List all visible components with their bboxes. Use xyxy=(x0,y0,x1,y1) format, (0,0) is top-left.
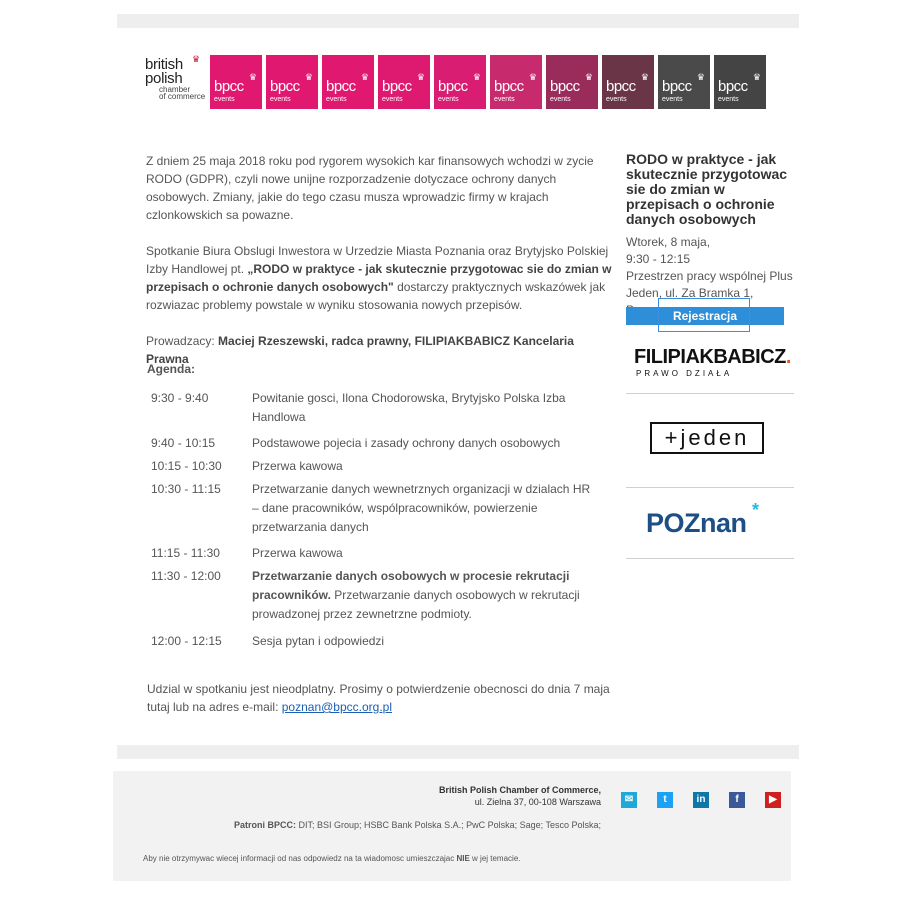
register-button[interactable]: Rejestracja xyxy=(626,307,784,325)
crown-icon: ♛ xyxy=(528,72,537,82)
sponsor-divider xyxy=(626,393,794,394)
bpcc-events-tile xyxy=(546,55,598,109)
tile-sublabel: events xyxy=(550,96,571,103)
event-time: 9:30 - 12:15 xyxy=(626,252,691,266)
tile-sublabel: events xyxy=(326,96,347,103)
agenda-time: 12:00 - 12:15 xyxy=(151,634,222,648)
tile-sublabel: events xyxy=(270,96,291,103)
tile-label: bpcc xyxy=(550,78,580,95)
social-links xyxy=(621,792,781,808)
star-icon: * xyxy=(752,500,759,520)
patrons-label: Patroni BPCC: xyxy=(234,820,299,830)
agenda-title: Agenda: xyxy=(147,362,195,376)
bottom-bar xyxy=(117,745,799,759)
bpcc-events-tile xyxy=(378,55,430,109)
meeting-paragraph xyxy=(146,242,612,314)
filipiakbabicz-tagline: PRAWO DZIAŁA xyxy=(636,369,733,378)
tile-sublabel: events xyxy=(494,96,515,103)
bpcc-events-banner xyxy=(210,55,766,109)
crown-icon: ♛ xyxy=(472,72,481,82)
filipiak-text: FILIPIAKBABICZ xyxy=(634,346,786,368)
bpcc-events-tile xyxy=(322,55,374,109)
bpcc-logo[interactable] xyxy=(145,54,207,110)
agenda-description xyxy=(252,544,597,563)
agenda-description xyxy=(252,480,597,537)
tile-sublabel: events xyxy=(718,96,739,103)
plus-jeden-logo[interactable]: +jeden xyxy=(650,422,764,454)
unsub-keyword: NIE xyxy=(456,854,470,863)
facebook-icon[interactable]: f xyxy=(729,792,745,808)
tile-label: bpcc xyxy=(438,78,468,95)
host-label: Prowadzacy: xyxy=(146,334,219,348)
meeting-text-end: dostarczy praktycznych wskazówek jak rozwiazac problemy powstale w wyniku stosowania nowych przepisów. xyxy=(146,280,606,312)
patrons-list: DIT; BSI Group; HSBC Bank Polska S.A.; PwC Polska; Sage; Tesco Polska; xyxy=(298,820,601,830)
bpcc-events-tile xyxy=(490,55,542,109)
unsub-text-end: w jej temacie. xyxy=(469,854,521,863)
agenda-item-text: Przetwarzanie danych wewnetrznych organizacji w dzialach HR – dane pracowników, wspólpracowników, powierzenie przetwarzania danych xyxy=(252,482,591,534)
crown-icon: ♛ xyxy=(416,72,425,82)
tile-sublabel: events xyxy=(438,96,459,103)
logo-text-commerce: of commerce xyxy=(159,92,206,101)
agenda-description xyxy=(252,389,597,427)
tile-label: bpcc xyxy=(270,78,300,95)
agenda-time: 11:30 - 12:00 xyxy=(151,569,221,583)
event-date: Wtorek, 8 maja, xyxy=(626,235,711,249)
meeting-text: Spotkanie Biura Obslugi Inwestora w Urzedzie Miasta Poznania oraz Brytyjsko Polskiej Izby Handlowej pt. xyxy=(146,244,609,276)
bpcc-events-tile xyxy=(602,55,654,109)
footer-organization xyxy=(439,784,601,808)
agenda-time: 10:30 - 11:15 xyxy=(151,482,221,496)
host-name: Maciej Rzeszewski, radca prawny, FILIPIAKBABICZ Kancelaria Prawna xyxy=(146,334,574,366)
unsub-text: Aby nie otrzymywac wiecej informacji od nas odpowiedz na ta wiadomosc umieszczajac xyxy=(143,854,457,863)
agenda-time: 9:40 - 10:15 xyxy=(151,436,216,450)
logo-text-polish: polish xyxy=(145,70,183,87)
tile-label: bpcc xyxy=(494,78,524,95)
youtube-icon[interactable]: ▶ xyxy=(765,792,781,808)
agenda-description xyxy=(252,632,597,651)
crown-icon: ♛ xyxy=(304,72,313,82)
email-icon[interactable]: ✉ xyxy=(621,792,637,808)
bpcc-events-tile xyxy=(210,55,262,109)
bpcc-events-tile xyxy=(266,55,318,109)
agenda-time: 11:15 - 11:30 xyxy=(151,546,220,560)
footer-address: ul. Zielna 37, 00-108 Warszawa xyxy=(474,797,601,807)
bpcc-events-tile xyxy=(658,55,710,109)
poznan-text: POZnan xyxy=(646,508,747,538)
outro-text: Udzial w spotkaniu jest nieodplatny. Prosimy o potwierdzenie obecnosci do dnia 7 maja tutaj lub na adres e-mail: xyxy=(147,682,610,714)
agenda-item-text: Przerwa kawowa xyxy=(252,459,343,473)
linkedin-icon[interactable]: in xyxy=(693,792,709,808)
crown-icon: ♛ xyxy=(640,72,649,82)
poznan-logo[interactable] xyxy=(646,500,759,539)
agenda-time: 10:15 - 10:30 xyxy=(151,459,222,473)
agenda-item-text: Przetwarzanie danych osobowych w rekrutacji prowadzonej przez zewnetrzne podmioty. xyxy=(252,588,580,621)
email-link[interactable]: poznan@bpcc.org.pl xyxy=(281,700,392,714)
crown-icon: ♛ xyxy=(192,54,201,64)
filipiakbabicz-name xyxy=(634,346,791,369)
tile-sublabel: events xyxy=(662,96,683,103)
tile-label: bpcc xyxy=(214,78,244,95)
logo-text-british: british xyxy=(145,56,183,73)
footer-patrons xyxy=(234,820,601,830)
top-bar xyxy=(117,14,799,28)
sponsor-divider xyxy=(626,558,794,559)
crown-icon: ♛ xyxy=(696,72,705,82)
bpcc-events-tile xyxy=(714,55,766,109)
logo-text-chamber: chamber xyxy=(159,85,191,94)
agenda-description xyxy=(252,434,597,453)
main-content xyxy=(146,152,612,368)
agenda-item-text: Przerwa kawowa xyxy=(252,546,343,560)
agenda-item-text: Sesja pytan i odpowiedzi xyxy=(252,634,385,648)
bpcc-events-tile xyxy=(434,55,486,109)
twitter-icon[interactable]: t xyxy=(657,792,673,808)
crown-icon: ♛ xyxy=(248,72,257,82)
agenda-description xyxy=(252,457,597,476)
tile-label: bpcc xyxy=(662,78,692,95)
filipiak-dot: . xyxy=(785,346,791,368)
agenda-item-bold: Przetwarzanie danych osobowych w procesie rekrutacji pracowników. xyxy=(252,569,570,602)
meeting-title: „RODO w praktyce - jak skutecznie przygotowac sie do zmian w przepisach o ochronie danych osobowych" xyxy=(146,262,612,294)
intro-paragraph: Z dniem 25 maja 2018 roku pod rygorem wysokich kar finansowych wchodzi w zycie RODO (GDPR), czyli nowe unijne rozporzadzenie dotyczace ochrony danych osobowych. Zmiany, jakie do tego czasu musza wprowadzic firmy w krajach czlonkowskich sa powazne. xyxy=(146,154,594,222)
footer xyxy=(113,771,791,881)
agenda-item-text: Podstawowe pojecia i zasady ochrony danych osobowych xyxy=(252,436,561,450)
footer-org-name: British Polish Chamber of Commerce, xyxy=(438,785,601,795)
tile-sublabel: events xyxy=(214,96,235,103)
crown-icon: ♛ xyxy=(584,72,593,82)
tile-sublabel: events xyxy=(382,96,403,103)
sponsor-divider xyxy=(626,487,794,488)
agenda-description xyxy=(252,567,597,624)
tile-sublabel: events xyxy=(606,96,627,103)
filipiakbabicz-logo[interactable] xyxy=(634,346,791,378)
agenda-item-text: Powitanie gosci, Ilona Chodorowska, Brytyjsko Polska Izba Handlowa xyxy=(252,391,566,424)
outro-paragraph xyxy=(147,680,613,716)
host-paragraph xyxy=(146,332,612,368)
event-place: Przestrzen pracy wspólnej Plus Jeden, ul. Za Bramka 1, xyxy=(626,269,793,300)
crown-icon: ♛ xyxy=(752,72,761,82)
agenda-time: 9:30 - 9:40 xyxy=(151,391,209,405)
tile-label: bpcc xyxy=(382,78,412,95)
tile-label: bpcc xyxy=(606,78,636,95)
event-title: RODO w praktyce - jak skutecznie przygotowac sie do zmian w przepisach o ochronie danych osobowych xyxy=(626,151,788,227)
tile-label: bpcc xyxy=(718,78,748,95)
crown-icon: ♛ xyxy=(360,72,369,82)
tile-label: bpcc xyxy=(326,78,356,95)
unsubscribe-note xyxy=(143,854,521,863)
